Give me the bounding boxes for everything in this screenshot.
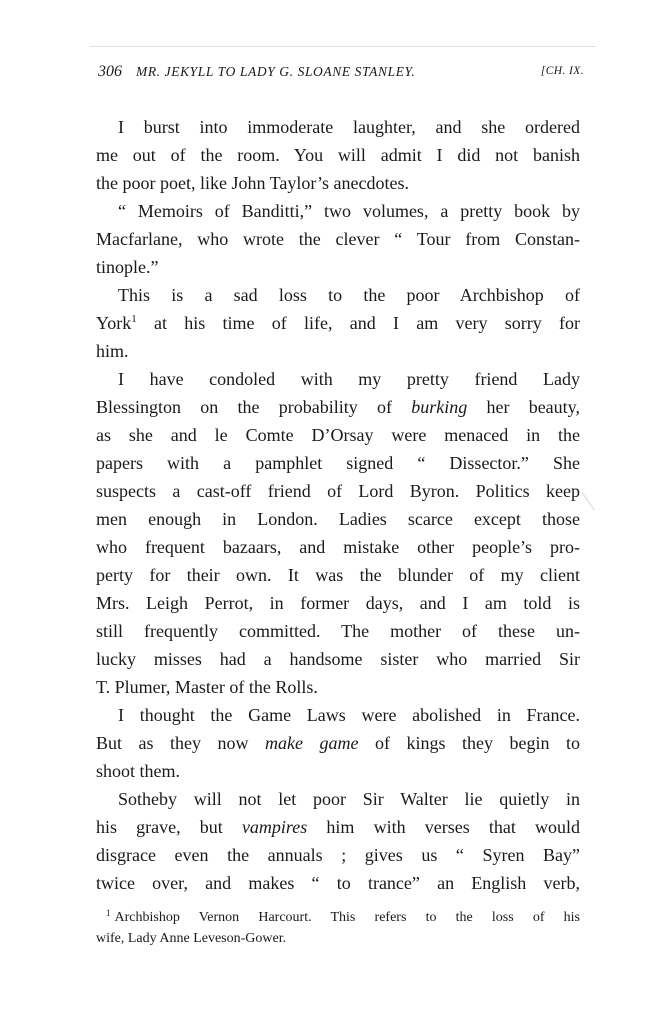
italic-word: burking [411,397,468,417]
text-line: Blessington on the probability of burking her beauty, [96,397,581,417]
text-line: York$^1$ at his time of life, and I am very sorry for [96,313,580,333]
text-line: disgrace even the annuals ; gives us “ Syren Bay” [96,845,580,865]
text-line: men enough in London. Ladies scarce except those [96,509,580,529]
footnote-line: wife, Lady Anne Leveson-Gower. [96,931,287,946]
text-line: who frequent bazaars, and mistake other people’s pro- [96,537,580,557]
text-line: papers with a pamphlet signed “ Dissector.” She [96,453,580,473]
page-body [96,113,580,897]
footnote-mark: 1 [106,908,111,918]
paragraph-3 [96,281,580,365]
running-title: MR. JEKYLL TO LADY G. SLOANE STANLEY. [135,64,416,79]
paragraph-2 [96,197,580,281]
scan-artifact [582,487,602,510]
paragraph-1 [96,113,580,197]
text-line: suspects a cast-off friend of Lord Byron. Politics keep [96,481,580,501]
text-line: T. Plumer, Master of the Rolls. [96,677,318,697]
text-line: But as they now make game of kings they begin to [96,733,581,753]
text-line: I have condoled with my pretty friend Lady [118,369,580,389]
text-line: I thought the Game Laws were abolished in France. [118,705,580,725]
paragraph-5 [96,701,580,785]
footnote-line: $^1$ Archbishop Vernon Harcourt. This refers to the loss of his [106,908,580,925]
page-number: 306 [98,63,122,80]
text-line: twice over, and makes “ to trance” an English verb, [96,873,580,893]
running-header [98,63,584,81]
text-line: “ Memoirs of Banditti,” two volumes, a pretty book by [118,201,580,221]
text-line: I burst into immoderate laughter, and she ordered [118,117,580,137]
text-line: him. [96,341,129,361]
text-line: the poor poet, like John Taylor’s anecdotes. [96,173,410,193]
chapter-marker: [CH. IX. [540,65,584,77]
text-line: Macfarlane, who wrote the clever “ Tour from Constan- [96,229,580,249]
text-line: tinople.” [96,257,159,277]
text-line: Sotheby will not let poor Sir Walter lie quietly in [118,789,580,809]
text-line: still frequently committed. The mother of these un- [96,621,580,641]
text-line: as she and le Comte D’Orsay were menaced in the [96,425,580,445]
paragraph-4 [96,365,580,701]
italic-word: vampires [241,817,308,837]
page-top-edge [90,46,596,47]
text-line: me out of the room. You will admit I did not banish [96,145,580,165]
footnote-reference: 1 [131,313,137,325]
text-line: his grave, but vampires him with verses that would [96,817,580,837]
text-line: perty for their own. It was the blunder of my client [96,565,580,585]
text-line: Mrs. Leigh Perrot, in former days, and I am told is [96,593,580,613]
text-line: shoot them. [96,761,180,781]
italic-word: make game [265,733,359,753]
text-line: This is a sad loss to the poor Archbishop of [118,285,580,305]
footnote [96,903,580,949]
paragraph-6 [96,785,580,897]
text-line: lucky misses had a handsome sister who married Sir [96,649,580,669]
